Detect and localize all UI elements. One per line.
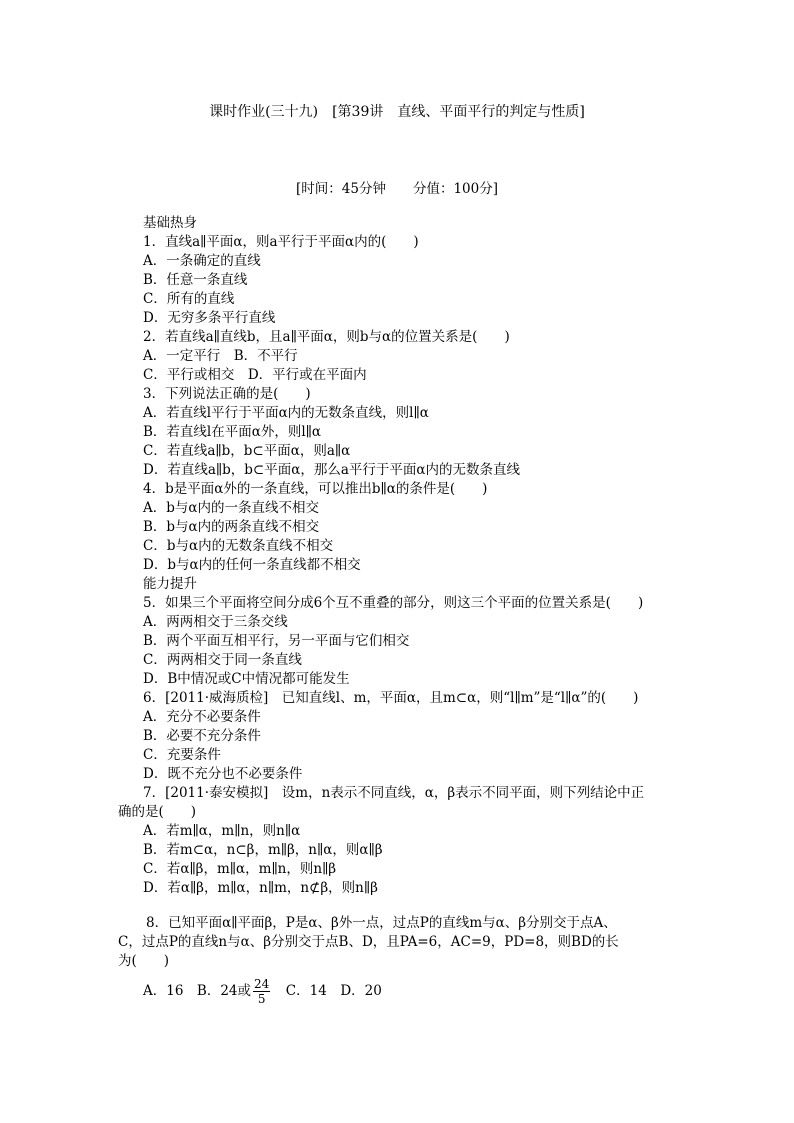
q6-option-c: C．充要条件: [143, 747, 221, 763]
q4-option-c: C．b与α内的无数条直线不相交: [143, 538, 334, 554]
q8-options: [143, 977, 382, 1006]
q8-fraction-denominator: 5: [257, 992, 266, 1006]
q3-stem: 3．下列说法正确的是( ): [143, 386, 311, 402]
q3-option-b: B．若直线l在平面α外，则l∥α: [143, 424, 322, 440]
q8-fraction-numerator: 24: [254, 977, 270, 991]
q7-option-b: B．若m⊂α，n⊂β，m∥β，n∥α，则α∥β: [143, 842, 383, 858]
q6-option-d: D．既不充分也不必要条件: [143, 766, 303, 782]
q5-option-a: A．两两相交于三条交线: [143, 614, 288, 630]
q1-option-d: D．无穷多条平行直线: [143, 310, 276, 326]
q4-option-b: B．b与α内的两条直线不相交: [143, 519, 320, 535]
q6-option-a: A．充分不必要条件: [143, 709, 261, 725]
q2-options-cd: C．平行或相交 D．平行或在平面内: [143, 367, 367, 383]
q5-option-d: D．B中情况或C中情况都可能发生: [143, 671, 350, 687]
q1-option-a: A．一条确定的直线: [143, 253, 261, 269]
q8-stem-line3: 为( ): [118, 953, 170, 969]
q1-stem: 1．直线a∥平面α，则a平行于平面α内的( ): [143, 234, 419, 250]
q7-option-c: C．若α∥β，m∥α，m∥n，则n∥β: [143, 861, 337, 877]
q8-stem-line1: 8．已知平面α∥平面β，P是α、β外一点，过点P的直线m与α、β分别交于点A、: [146, 915, 617, 931]
q6-stem: 6．[2011·威海质检] 已知直线l、m，平面α，且m⊂α，则“l∥m”是“l∥α”的( ): [143, 690, 639, 706]
q8-options-before: A．16 B．24或: [143, 983, 252, 999]
q1-option-b: B．任意一条直线: [143, 272, 248, 288]
q7-stem-line1: 7．[2011·泰安模拟] 设m，n表示不同直线，α，β表示不同平面，则下列结论中正: [143, 785, 645, 801]
page-title: 课时作业(三十九) [第39讲 直线、平面平行的判定与性质]: [209, 104, 585, 120]
section-basic: 基础热身: [143, 215, 197, 231]
q6-option-b: B．必要不充分条件: [143, 728, 261, 744]
q2-options-ab: A．一定平行 B．不平行: [143, 348, 298, 364]
q3-option-c: C．若直线a∥b，b⊂平面α，则a∥α: [143, 443, 351, 459]
time-score-info: [时间：45分钟 分值：100分]: [296, 181, 498, 197]
q7-option-a: A．若m∥α，m∥n，则n∥α: [143, 823, 301, 839]
q3-option-a: A．若直线l平行于平面α内的无数条直线，则l∥α: [143, 405, 429, 421]
q8-fraction: [253, 977, 270, 1006]
q5-option-c: C．两两相交于同一条直线: [143, 652, 302, 668]
q8-options-after: C．14 D．20: [272, 983, 382, 999]
q3-option-d: D．若直线a∥b，b⊂平面α，那么a平行于平面α内的无数条直线: [143, 462, 520, 478]
q5-option-b: B．两个平面互相平行，另一平面与它们相交: [143, 633, 410, 649]
q8-stem-line2: C，过点P的直线n与α、β分别交于点B、D，且PA=6，AC=9，PD=8，则BD的长: [118, 934, 619, 950]
q4-option-d: D．b与α内的任何一条直线都不相交: [143, 557, 361, 573]
q2-stem: 2．若直线a∥直线b，且a∥平面α，则b与α的位置关系是( ): [143, 329, 510, 345]
q7-stem-line2: 确的是( ): [118, 804, 197, 820]
q1-option-c: C．所有的直线: [143, 291, 235, 307]
q4-option-a: A．b与α内的一条直线不相交: [143, 500, 320, 516]
section-advanced: 能力提升: [143, 576, 197, 592]
q5-stem: 5．如果三个平面将空间分成6个互不重叠的部分，则这三个平面的位置关系是( ): [143, 595, 644, 611]
q4-stem: 4．b是平面α外的一条直线，可以推出b∥α的条件是( ): [143, 481, 488, 497]
q7-option-d: D．若α∥β，m∥α，n∥m，n⊄β，则n∥β: [143, 880, 378, 896]
